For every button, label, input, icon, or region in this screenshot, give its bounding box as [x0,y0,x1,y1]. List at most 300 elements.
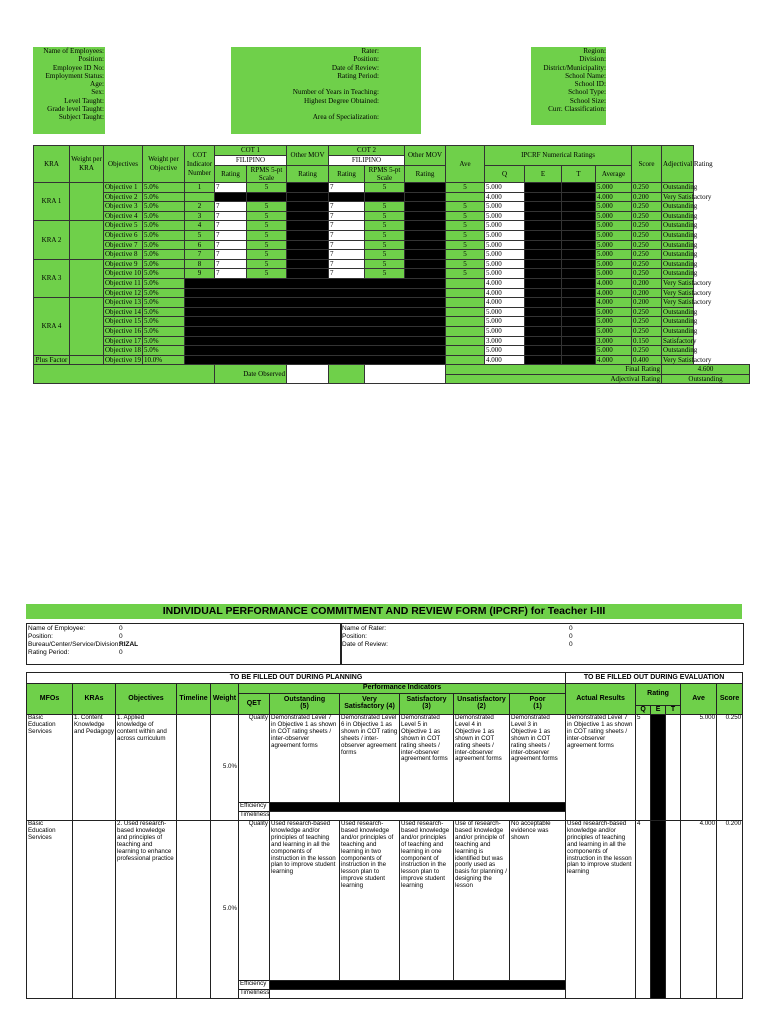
info-line: 0 [569,633,573,641]
average-cell: 4.000 [596,278,632,288]
cot-blank-cell [185,298,446,308]
score-header: Score [632,146,662,183]
cot1-rpms-cell: 5 [247,221,287,231]
cot1-rating-cell: 7 [215,202,247,212]
table-row [34,317,750,327]
cot2-rating-header: Rating [329,166,365,183]
t-rating-cell [562,230,596,240]
poor-header: Poor (1) [510,694,566,715]
rater-info-labels [231,47,379,134]
objective-cell: Objective 11 [105,278,141,287]
score-cell: 0.250 [632,221,662,231]
header-label: Division: [579,55,606,64]
cot1-rpms-cell: 5 [247,211,287,221]
actual-results-cell: Used research-based knowledge and/or principles of teaching and learning in all the components of instruction in the lesson plan to improve student learning [566,821,636,999]
score-cell: 0.250 [632,211,662,221]
ipcrf-table [26,672,743,999]
adjectival-header: Adjectival Rating [662,146,694,183]
cot2-rating-cell: 7 [329,240,365,250]
weight-per-kra-cell [70,221,104,259]
adjectival-cell: Very Satisfactory [663,288,712,297]
table-row [34,259,750,269]
outstanding-cell: Used research-based knowledge and/or principles of teaching and learning in all the components of instruction in the lesson plan to improve student learning [270,821,340,981]
weight-cell: 5.0% [143,317,185,327]
rating-t-cell [666,821,681,999]
q-rating-cell: 4.000 [485,288,525,298]
weight-cell: 5.0% [143,240,185,250]
weight-cell: 5.0% [143,346,185,356]
planning-header: TO BE FILLED OUT DURING PLANNING [27,673,566,684]
average-cell: 5.000 [596,317,632,327]
ave-cell [446,288,485,298]
score-cell: 0.250 [632,250,662,260]
rating-e-cell [651,715,666,821]
weight-cell: 5.0% [143,183,185,193]
average-cell: 5.000 [596,269,632,279]
ave-cell: 5 [446,183,485,193]
cot2-rating-cell: 7 [329,211,365,221]
cot-indicator-cell: 4 [185,221,215,231]
kra-cell: 1. Content Knowledge and Pedagogy [73,715,116,821]
t-rating-cell [562,317,596,327]
cot2-mov-cell [405,202,446,212]
cot1-rating-cell: 7 [215,240,247,250]
score-cell: 0.200 [632,192,662,202]
employee-info-labels [33,47,104,134]
cot2-mov-cell [405,250,446,260]
objective-cell: Objective 5 [104,221,143,231]
objective-cell: Objective 18 [105,346,141,355]
average-cell: 5.000 [596,211,632,221]
objective-cell: Objective 2 [104,192,143,202]
cot2-rpms-cell: 5 [365,221,405,231]
rating-q-cell: 5 [636,715,651,821]
q-rating-cell: 5.000 [485,269,525,279]
score-cell: 0.250 [717,715,743,821]
footer-blank [34,365,215,384]
q-rating-cell: 5.000 [485,211,525,221]
t-rating-cell [562,355,596,365]
cot-indicator-cell: 9 [185,269,215,279]
info-line: Date of Review: [342,641,388,649]
e-header: E [525,166,562,183]
ave-header: Ave [446,146,485,183]
q-rating-cell: 5.000 [485,259,525,269]
e-rating-cell [525,202,562,212]
timeline-cell [177,715,211,821]
objective-cell: Objective 6 [104,230,143,240]
score-cell: 0.250 [632,183,662,193]
cot1-rating-cell: 7 [215,250,247,260]
e-rating-cell [525,230,562,240]
cot2-rpms-cell: 5 [365,240,405,250]
cot1-rpms-cell: 5 [247,250,287,260]
kra-label: KRA 1 [34,183,70,221]
table-row [34,221,750,231]
e-rating-cell [525,307,562,317]
header-label [231,105,379,113]
e-rating-cell [525,269,562,279]
header-label: District/Municipality: [543,63,606,72]
cot2-header: COT 2 [329,146,405,156]
t-rating-cell [562,269,596,279]
cot1-rpms-cell: 5 [247,269,287,279]
cot-indicator-cell: 1 [185,183,215,193]
very-satisfactory-header: Very Satisfactory (4) [340,694,400,715]
date-observed-label: Date Observed [215,365,287,384]
e-rating-cell [525,298,562,308]
cot1-rpms-cell: 5 [247,183,287,193]
ipcrf-row [27,715,743,803]
q-rating-cell: 4.000 [485,278,525,288]
employee-info-box [26,623,342,665]
ave-cell [446,298,485,308]
q-rating-cell: 5.000 [485,317,525,327]
cot1-mov-cell [287,230,329,240]
header-label: Date of Review: [331,63,379,72]
cot-indicator-cell: 5 [185,230,215,240]
cot-blank-cell [405,192,446,202]
ave-col-header: Ave [681,684,717,715]
info-line: 0 [119,649,123,657]
cot2-rating-cell: 7 [329,230,365,240]
q-rating-cell: 5.000 [485,307,525,317]
weight-per-kra-cell [70,298,104,356]
cot1-filipino-header: FILIPINO [215,156,287,166]
e-rating-cell [525,240,562,250]
kra-label: KRA 2 [34,221,70,259]
timeline-cell [177,821,211,999]
rater-info-box [340,623,744,665]
header-label: School Size: [569,96,606,105]
cot2-mov-cell [405,211,446,221]
average-cell: 5.000 [596,240,632,250]
table-row [34,326,750,336]
satisfactory-cell: Used research-based knowledge and/or principles of teaching and learning in one component of instruction in the lesson plan to improve student learning [400,821,454,981]
very-satisfactory-cell: Demonstrated Level 6 in Objective 1 as shown in COT rating sheets / inter-observer agreement forms [340,715,400,803]
cot-indicator-header: COT Indicator Number [185,146,215,183]
cot2-mov-cell [405,259,446,269]
final-rating-label: Final Rating [446,365,662,375]
adjectival-cell: Outstanding [663,183,698,191]
objective-cell: Objective 19 [105,355,141,364]
objectives-col-header: Objectives [116,684,177,715]
objective-cell: Objective 3 [104,202,143,212]
actual-results-header: Actual Results [566,684,636,715]
table-row [34,250,750,260]
adjectival-cell: Outstanding [663,250,698,259]
q-rating-cell: 5.000 [485,346,525,356]
q-rating-cell: 4.000 [485,192,525,202]
table-row [34,202,750,212]
outstanding-cell: Demonstrated Level 7 in Objective 1 as shown in COT rating sheets / inter-observer agreement forms [270,715,340,803]
objective-cell: Objective 14 [105,307,141,316]
e-rating-cell [525,192,562,202]
cot-blank-cell [365,192,405,202]
cot2-mov-cell [405,269,446,279]
e-rating-cell [525,250,562,260]
weight-cell: 5.0% [143,269,185,279]
average-cell: 5.000 [596,221,632,231]
unsatisfactory-header: Unsatisfactory (2) [454,694,510,715]
info-line: Bureau/Center/Service/Division: [28,641,121,649]
score-cell: 0.200 [717,821,743,999]
ave-cell: 5 [446,211,485,221]
rating-q-cell: 4 [636,821,651,999]
adjectival-rating-value: Outstanding [662,374,750,384]
header-label: Curr. Classification: [548,105,606,114]
q-rating-cell: 5.000 [485,183,525,193]
cot2-mov-cell [405,183,446,193]
t-rating-cell [562,278,596,288]
ave-cell: 5.000 [681,715,717,821]
score-cell: 0.150 [632,336,662,346]
cot2-rating-cell: 7 [329,183,365,193]
ave-cell: 5 [446,202,485,212]
header-label: School ID: [574,80,606,89]
kras-header: KRAs [73,684,116,715]
score-cell: 0.250 [632,202,662,212]
average-cell: 5.000 [596,307,632,317]
e-rating-cell [525,288,562,298]
cot2-rpms-cell: 5 [365,259,405,269]
cot2-rating-cell: 7 [329,269,365,279]
info-line: 0 [119,633,123,641]
score-cell: 0.250 [632,240,662,250]
final-rating-value: 4.600 [662,365,750,375]
cot-blank-cell [185,278,446,288]
ave-cell: 5 [446,221,485,231]
ave-cell [446,307,485,317]
adjectival-cell: Outstanding [663,211,698,220]
table-row [34,355,750,365]
header-label: Rater: [361,47,379,55]
weight-cell: 5.0% [143,259,185,269]
weight-per-kra-cell [70,259,104,297]
average-cell: 5.000 [596,259,632,269]
cot2-rpms-header: RPMS 5-pt Scale [365,166,405,183]
header-label: Age: [90,80,104,89]
header-label: Position: [353,55,379,64]
header-label: Level Taught: [64,96,104,105]
rating-e-header: E [651,706,666,715]
objective-cell: 2. Used research-based knowledge and principles of teaching and learning to enhance professional practice [116,821,177,999]
header-label: Region: [583,47,606,55]
ave-cell [446,355,485,365]
outstanding-header: Outstanding (5) [270,694,340,715]
objective-cell: Objective 17 [105,336,141,345]
info-line: 0 [569,641,573,649]
info-line: Rating Period: [28,649,70,657]
t-rating-cell [562,250,596,260]
average-cell: 5.000 [596,326,632,336]
objective-cell: Objective 8 [104,250,143,260]
cot2-other-mov-header: Other MOV [405,146,446,166]
cot-blank-cell [215,192,247,202]
ipcrf-title: INDIVIDUAL PERFORMANCE COMMITMENT AND REVIEW FORM (IPCRF) for Teacher I-III [26,604,742,619]
header-label: Highest Degree Obtained: [303,96,379,105]
satisfactory-cell: Demonstrated Level 5 in Objective 1 as shown in COT rating sheets / inter-observer agreement forms [400,715,454,803]
t-rating-cell [562,307,596,317]
cot-blank-cell [185,307,446,317]
date-observed-cot1 [287,365,329,384]
qet-timeliness-cell: Timeliness [239,812,270,821]
qet-efficiency-cell: Efficiency [239,803,270,812]
ave-cell: 5 [446,269,485,279]
kra-label: Plus Factor [34,355,70,365]
t-rating-cell [562,183,596,193]
cot-blank-cell [185,326,446,336]
cot-indicator-cell: 3 [185,211,215,221]
table-row [34,240,750,250]
qet-header: QET [239,694,270,715]
weight-cell: 5.0% [143,250,185,260]
cot2-rpms-cell: 5 [365,211,405,221]
timeline-header: Timeline [177,684,211,715]
e-rating-cell [525,317,562,327]
cot-blank-cell [185,336,446,346]
weight-cell: 5.0% [143,192,185,202]
weight-header: Weight [211,684,239,715]
ave-cell [446,192,485,202]
average-cell: 4.000 [596,192,632,202]
q-rating-cell: 5.000 [485,221,525,231]
q-rating-cell: 5.000 [485,326,525,336]
t-rating-cell [562,346,596,356]
cot1-rating-header: Rating [215,166,247,183]
e-rating-cell [525,326,562,336]
header-label: Subject Taught: [58,113,104,122]
ave-cell: 5 [446,250,485,260]
cot1-header: COT 1 [215,146,287,156]
adjectival-cell: Outstanding [663,307,698,316]
weight-cell: 5.0% [211,821,239,999]
e-rating-cell [525,183,562,193]
t-rating-cell [562,336,596,346]
very-satisfactory-cell: Used research-based knowledge and/or principles of teaching and learning in two components of instruction in the lesson plan to improve student learning [340,821,400,981]
ave-cell [446,346,485,356]
weight-cell: 10.0% [143,355,185,365]
timeliness-blank [270,990,566,999]
weight-per-objective-header: Weight per Objective [143,146,185,183]
adjectival-cell: Very Satisfactory [663,298,712,307]
q-rating-cell: 4.000 [485,298,525,308]
q-rating-cell: 5.000 [485,202,525,212]
rating-q-header: Q [636,706,651,715]
e-rating-cell [525,259,562,269]
t-header: T [562,166,596,183]
mfo-cell: Basic Education Services [27,821,73,999]
average-cell: 5.000 [596,250,632,260]
weight-per-kra-cell [70,355,104,365]
qet-efficiency-cell: Efficiency [239,981,270,990]
adjectival-cell: Outstanding [663,230,698,239]
q-header: Q [485,166,525,183]
cot-blank-cell [185,346,446,356]
score-cell: 0.250 [632,307,662,317]
info-line: RIZAL [119,641,139,649]
adjectival-cell: Outstanding [663,221,698,230]
header-label: School Type: [568,88,606,97]
table-row [34,278,750,288]
cot1-rpms-cell: 5 [247,230,287,240]
ave-cell [446,326,485,336]
actual-results-cell: Demonstrated Level 7 in Objective 1 as shown in COT rating sheets / inter-observer agreement forms [566,715,636,821]
weight-per-kra-cell [70,183,104,221]
header-label: Sex: [91,88,104,97]
cot-blank-cell [247,192,287,202]
header-label: Name of Employees: [43,47,104,55]
header-label: Position: [78,55,104,64]
objective-cell: Objective 16 [105,326,141,335]
qet-quality-cell: Quality [239,715,270,803]
header-label: Area of Specialization: [312,113,379,122]
kra-cell [73,821,116,999]
weight-cell: 5.0% [143,278,185,288]
rating-header: Rating [636,684,681,706]
t-rating-cell [562,192,596,202]
adjectival-cell: Very Satisfactory [663,355,712,364]
header-label [231,80,379,88]
cot1-rpms-cell: 5 [247,259,287,269]
cot-indicator-cell: 2 [185,202,215,212]
cot2-mov-cell [405,240,446,250]
cot1-mov-cell [287,269,329,279]
satisfactory-header: Satisfactory (3) [400,694,454,715]
kra-label: KRA 4 [34,298,70,356]
average-cell: 5.000 [596,183,632,193]
e-rating-cell [525,221,562,231]
employee-values [119,625,179,657]
cot1-rating-cell: 7 [215,211,247,221]
evaluation-header: TO BE FILLED OUT DURING EVALUATION [566,673,743,684]
t-rating-cell [562,259,596,269]
objective-cell: Objective 12 [105,288,141,297]
ave-cell: 5 [446,240,485,250]
weight-cell: 5.0% [143,336,185,346]
table-row [34,307,750,317]
adjectival-cell: Outstanding [663,269,698,278]
adjectival-cell: Satisfactory [663,336,697,345]
cot2-rpms-cell: 5 [365,183,405,193]
footer-row [34,365,750,375]
info-line: 0 [569,625,573,632]
ave-cell [446,317,485,327]
objective-cell: Objective 1 [104,183,143,193]
cot1-mov-cell [287,211,329,221]
cot1-rating-cell: 7 [215,230,247,240]
objective-cell: Objective 15 [105,317,141,326]
ave-cell: 4.000 [681,821,717,999]
cot2-rating-cell: 7 [329,221,365,231]
score-cell: 0.250 [632,346,662,356]
cot-blank-cell [329,192,365,202]
header-label: School Name: [565,71,606,80]
weight-cell: 5.0% [143,298,185,308]
cot2-mov-rating-header: Rating [405,166,446,183]
school-info-labels [506,47,606,134]
objective-cell: Objective 9 [104,259,143,269]
cot2-rpms-cell: 5 [365,269,405,279]
objective-cell: Objective 10 [105,269,141,278]
weight-cell: 5.0% [143,307,185,317]
score-cell: 0.200 [632,298,662,308]
ipcrf-numerical-header: IPCRF Numerical Ratings [485,146,632,166]
table-row [34,298,750,308]
poor-cell: Demonstrated Level 3 in Objective 1 as shown in COT rating sheets / inter-observer agreement forms [510,715,566,803]
objective-cell: 1. Applied knowledge of content within and across curriculum [116,715,177,821]
table-row [34,192,750,202]
